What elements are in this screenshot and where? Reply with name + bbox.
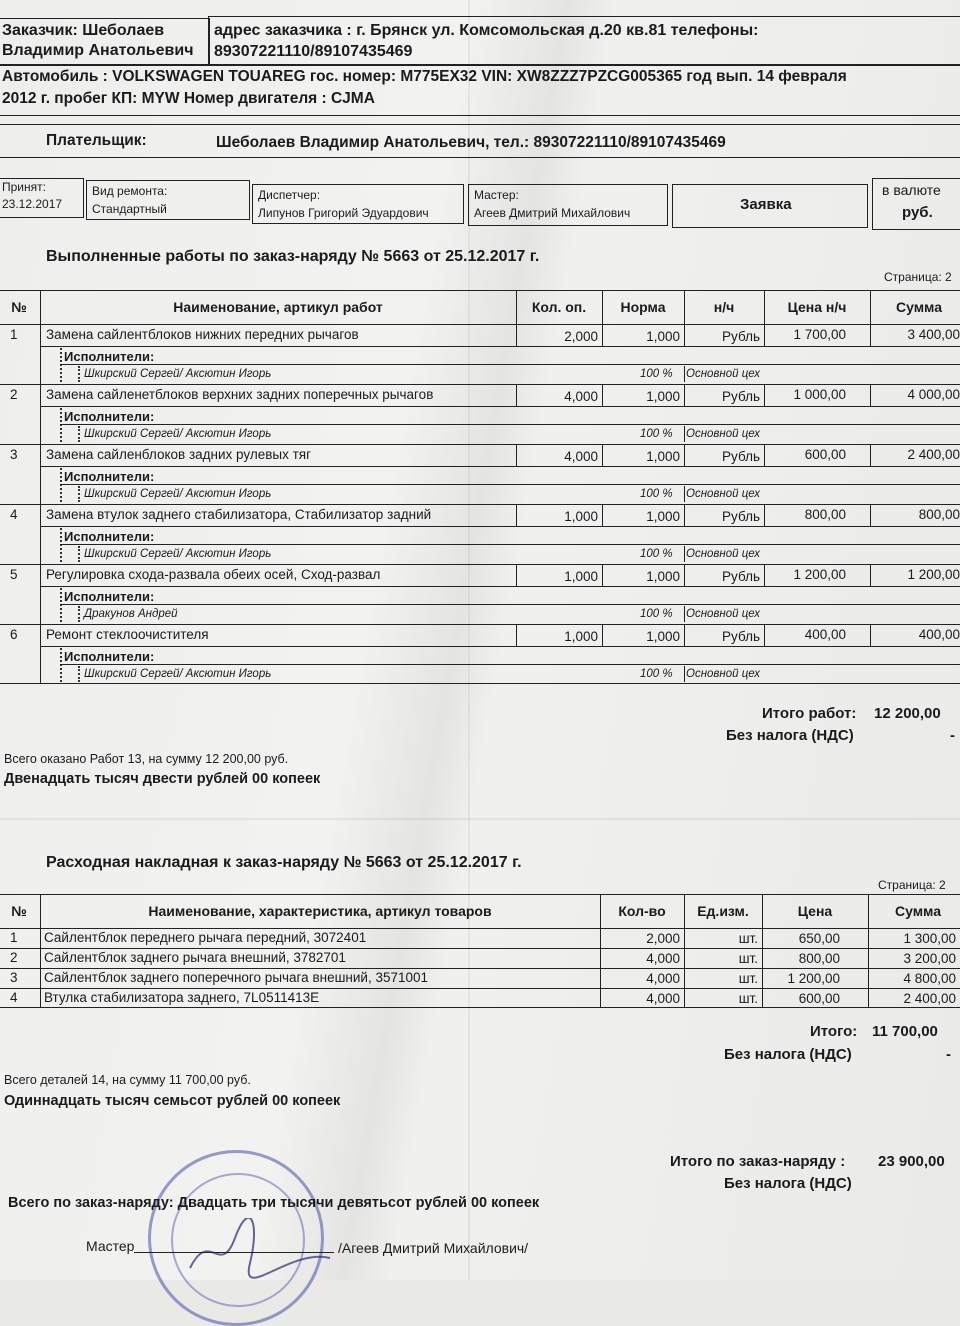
executors-bracket [60, 348, 62, 382]
works-row-price: 1 700,00 [793, 327, 846, 342]
works-page-number: Страница: 2 [884, 270, 952, 284]
parts-row-line [0, 968, 960, 969]
repair-type: Стандартный [92, 202, 167, 216]
executors-share: 100 % [640, 548, 673, 560]
works-row-norm: 1,000 [646, 449, 680, 464]
works-row-unit: Рубль [722, 509, 760, 524]
works-cell-line [40, 526, 960, 527]
parts-header-line [0, 928, 960, 929]
works-row-name: Ремонт стеклоочистителя [46, 627, 209, 642]
executors-shop: Основной цех [686, 608, 760, 620]
parts-title: Расходная накладная к заказ-наряду № 5663 от 25.12.2017 г. [46, 854, 522, 871]
works-cell-divider [40, 324, 41, 384]
works-row-sum: 3 400,00 [907, 327, 960, 342]
parts-row-price: 1 200,00 [787, 971, 840, 986]
works-column-header: Кол. оп. [531, 299, 587, 315]
executors-label: Исполнители: [64, 349, 155, 364]
executors-shop: Основной цех [686, 668, 760, 680]
executors-line [60, 484, 960, 485]
executors-shop: Основной цех [686, 428, 760, 440]
works-row-qty: 1,000 [564, 569, 598, 584]
works-row-sum: 4 000,00 [907, 387, 960, 402]
grand-total-words: Всего по заказ-наряду: Двадцать три тысячи девятьсот рублей 00 копеек [8, 1195, 540, 1211]
parts-row-sum: 3 200,00 [903, 951, 956, 966]
executors-line [60, 544, 960, 545]
parts-row-number: 2 [10, 950, 18, 965]
customer-phones: 89307221110/89107435469 [214, 43, 413, 60]
order-total-value: 23 900,00 [878, 1153, 945, 1170]
executors-share: 100 % [640, 488, 673, 500]
works-row-number: 4 [10, 507, 18, 522]
executors-shop: Основной цех [686, 488, 760, 500]
works-header-line [0, 324, 960, 325]
works-row-price: 600,00 [804, 447, 846, 462]
parts-page-number: Страница: 2 [878, 878, 946, 892]
parts-row-number: 1 [10, 930, 18, 945]
executors-share: 100 % [640, 608, 673, 620]
executors-divider [684, 666, 685, 682]
currency-label: в валюте [882, 182, 941, 198]
executors-names: Дракунов Андрей [84, 608, 178, 620]
parts-column-divider [40, 894, 41, 1008]
currency: руб. [902, 204, 933, 221]
works-row-unit: Рубль [722, 629, 760, 644]
parts-tax-label: Без налога (НДС) [724, 1046, 852, 1063]
works-row-norm: 1,000 [646, 389, 680, 404]
works-row-sum: 1 200,00 [907, 567, 960, 582]
works-cell-divider [40, 384, 41, 444]
works-row-unit: Рубль [722, 329, 760, 344]
works-row-name: Замена сайленблоков задних рулевых тяг [46, 447, 312, 462]
parts-row-unit: шт. [738, 931, 758, 946]
works-row-qty: 1,000 [564, 629, 598, 644]
parts-column-header: Наименование, характеристика, артикул товаров [148, 903, 492, 919]
works-row-line [0, 384, 960, 385]
executors-divider [684, 366, 685, 382]
signature-line [134, 1252, 334, 1253]
executors-names: Шкирский Сергей/ Аксютин Игорь [84, 488, 272, 500]
parts-column-header: Ед.изм. [697, 903, 749, 919]
works-row-name: Регулировка схода-развала обеих осей, Сход-развал [46, 567, 381, 582]
executors-label: Исполнители: [64, 409, 155, 424]
executors-divider [684, 426, 685, 442]
executors-share: 100 % [640, 668, 673, 680]
executors-share: 100 % [640, 368, 673, 380]
parts-row-name: Сайлентблок заднего поперечного рычага внешний, 3571001 [44, 970, 429, 985]
works-row-name: Замена сайлентблоков нижних передних рычагов [46, 327, 359, 342]
works-cell-line [40, 346, 960, 347]
works-cell-divider [40, 564, 41, 624]
car-info-2: 2012 г. пробег КП: MYW Номер двигателя : CJMA [2, 90, 375, 107]
executors-divider [684, 546, 685, 562]
dispatcher: Липунов Григорий Эдуардович [258, 206, 429, 220]
works-row-number: 3 [10, 447, 18, 462]
parts-row-qty: 2,000 [646, 931, 680, 946]
works-row-qty: 4,000 [564, 389, 598, 404]
executors-line [60, 424, 960, 425]
works-row-line [0, 444, 960, 445]
executors-bracket [78, 426, 80, 442]
works-cell-divider [40, 624, 41, 684]
paper-fold [0, 818, 960, 820]
signature-scribble [180, 1218, 340, 1280]
works-cell-line [40, 406, 960, 407]
works-tax-label: Без налога (НДС) [726, 727, 854, 744]
parts-column-header: Цена [797, 903, 833, 919]
executors-names: Шкирский Сергей/ Аксютин Игорь [84, 548, 272, 560]
works-column-divider [40, 290, 41, 324]
sign-master-label: Мастер [86, 1238, 135, 1254]
master: Агеев Дмитрий Михайлович [474, 206, 631, 220]
parts-row-number: 4 [10, 990, 18, 1005]
works-tax-value: - [950, 727, 955, 744]
parts-summary: Всего деталей 14, на сумму 11 700,00 руб. [4, 1073, 251, 1087]
parts-row-unit: шт. [738, 991, 758, 1006]
payer-label: Плательщик: [46, 132, 147, 149]
works-cell-line [40, 586, 960, 587]
works-row-number: 1 [10, 327, 18, 342]
works-total-label: Итого работ: [762, 705, 857, 722]
parts-row-unit: шт. [738, 951, 758, 966]
works-column-divider [684, 290, 685, 324]
works-row-number: 2 [10, 387, 18, 402]
works-row-line [0, 564, 960, 565]
parts-row-qty: 4,000 [646, 991, 680, 1006]
works-row-number: 5 [10, 567, 18, 582]
parts-total-value: 11 700,00 [872, 1023, 938, 1040]
works-column-header: Сумма [895, 299, 943, 315]
works-column-header: Цена н/ч [787, 299, 847, 315]
parts-row-qty: 4,000 [646, 951, 680, 966]
customer-name: Владимир Анатольевич [2, 42, 194, 59]
customer-address: адрес заказчика : г. Брянск ул. Комсомольская д.20 кв.81 телефоны: [214, 22, 759, 39]
executors-names: Шкирский Сергей/ Аксютин Игорь [84, 428, 272, 440]
executors-bracket [78, 486, 80, 502]
works-row-price: 1 200,00 [793, 567, 846, 582]
executors-shop: Основной цех [686, 368, 760, 380]
works-row-price: 1 000,00 [793, 387, 846, 402]
parts-row-price: 800,00 [798, 951, 840, 966]
works-row-sum: 400,00 [918, 627, 960, 642]
works-title: Выполненные работы по заказ-наряду № 5663 от 25.12.2017 г. [46, 248, 540, 265]
parts-row-name: Сайлентблок переднего рычага передний, 3072401 [44, 930, 367, 945]
executors-divider [684, 606, 685, 622]
works-row-number: 6 [10, 627, 18, 642]
executors-label: Исполнители: [64, 529, 155, 544]
executors-line [60, 364, 960, 365]
payer-value: Шеболаев Владимир Анатольевич, тел.: 89307221110/89107435469 [216, 134, 726, 151]
parts-row-line [0, 948, 960, 949]
executors-line [60, 604, 960, 605]
works-cell-divider [40, 504, 41, 564]
works-cell-line [40, 466, 960, 467]
works-total-value: 12 200,00 [874, 705, 941, 722]
parts-summary-words: Одиннадцать тысяч семьсот рублей 00 копеек [4, 1093, 341, 1109]
executors-label: Исполнители: [64, 649, 155, 664]
works-column-divider [516, 290, 517, 324]
parts-column-header: № [11, 903, 27, 919]
parts-row-qty: 4,000 [646, 971, 680, 986]
executors-label: Исполнители: [64, 469, 155, 484]
accepted-label: Принят: [2, 180, 46, 194]
works-row-unit: Рубль [722, 449, 760, 464]
executors-names: Шкирский Сергей/ Аксютин Игорь [84, 668, 272, 680]
works-row-name: Замена сайленетблоков верхних задних поперечных рычагов [46, 387, 434, 402]
works-row-line [0, 624, 960, 625]
accepted-date: 23.12.2017 [2, 197, 63, 211]
parts-row-line [0, 988, 960, 989]
parts-total-label: Итого: [810, 1023, 858, 1040]
master-label: Мастер: [474, 188, 519, 202]
works-column-header: Наименование, артикул работ [173, 299, 383, 315]
parts-row-price: 600,00 [798, 991, 840, 1006]
executors-line [60, 664, 960, 665]
parts-row-sum: 4 800,00 [903, 971, 956, 986]
works-row-sum: 800,00 [918, 507, 960, 522]
order-tax-label: Без налога (НДС) [724, 1175, 852, 1192]
executors-bracket [78, 666, 80, 682]
car-info: Автомобиль : VOLKSWAGEN TOUAREG гос. номер: М775ЕХ32 VIN: XW8ZZZ7PZCG005365 год вып. 14 февраля [2, 68, 847, 85]
works-row-qty: 2,000 [564, 329, 598, 344]
works-row-norm: 1,000 [646, 569, 680, 584]
executors-label: Исполнители: [64, 589, 155, 604]
executors-bracket [60, 648, 62, 682]
works-summary: Всего оказано Работ 13, на сумму 12 200,00 руб. [4, 752, 289, 766]
parts-tax-value: - [946, 1046, 951, 1063]
parts-column-header: Сумма [894, 903, 942, 919]
parts-row-number: 3 [10, 970, 18, 985]
works-column-divider [602, 290, 603, 324]
parts-row-sum: 2 400,00 [903, 991, 956, 1006]
works-cell-divider [40, 444, 41, 504]
executors-share: 100 % [640, 428, 673, 440]
works-column-header: № [11, 299, 27, 315]
executors-divider [684, 486, 685, 502]
executors-bracket [78, 366, 80, 382]
works-row-qty: 1,000 [564, 509, 598, 524]
works-row-unit: Рубль [722, 569, 760, 584]
works-row-qty: 4,000 [564, 449, 598, 464]
executors-bracket [60, 468, 62, 502]
works-row-name: Замена втулок заднего стабилизатора, Стабилизатор задний [46, 507, 432, 522]
works-column-divider [870, 290, 871, 324]
works-cell-line [40, 646, 960, 647]
executors-bracket [60, 408, 62, 442]
works-summary-words: Двенадцать тысяч двести рублей 00 копеек [4, 771, 321, 787]
works-column-header: н/ч [713, 299, 735, 315]
works-row-norm: 1,000 [646, 629, 680, 644]
parts-column-header: Кол-во [618, 903, 666, 919]
works-column-divider [764, 290, 765, 324]
parts-row-name: Сайлентблок заднего рычага внешний, 3782701 [44, 950, 346, 965]
customer-label: Заказчик: Шеболаев [2, 22, 165, 39]
executors-bracket [60, 588, 62, 622]
executors-bracket [78, 606, 80, 622]
works-row-price: 400,00 [804, 627, 846, 642]
executors-names: Шкирский Сергей/ Аксютин Игорь [84, 368, 272, 380]
sign-master-name: /Агеев Дмитрий Михайлович/ [338, 1240, 529, 1256]
works-row-unit: Рубль [722, 389, 760, 404]
repair-type-label: Вид ремонта: [92, 184, 168, 198]
parts-row-price: 650,00 [798, 931, 840, 946]
parts-row-name: Втулка стабилизатора заднего, 7L0511413E [44, 990, 320, 1005]
works-row-norm: 1,000 [646, 329, 680, 344]
executors-bracket [60, 528, 62, 562]
works-row-price: 800,00 [804, 507, 846, 522]
executors-bracket [78, 546, 80, 562]
executors-shop: Основной цех [686, 548, 760, 560]
order-total-label: Итого по заказ-наряду : [670, 1153, 846, 1170]
works-column-header: Норма [620, 299, 666, 315]
request: Заявка [740, 196, 792, 213]
parts-row-sum: 1 300,00 [903, 931, 956, 946]
parts-row-unit: шт. [738, 971, 758, 986]
works-row-norm: 1,000 [646, 509, 680, 524]
works-row-line [0, 504, 960, 505]
dispatcher-label: Диспетчер: [258, 188, 321, 202]
works-row-sum: 2 400,00 [907, 447, 960, 462]
